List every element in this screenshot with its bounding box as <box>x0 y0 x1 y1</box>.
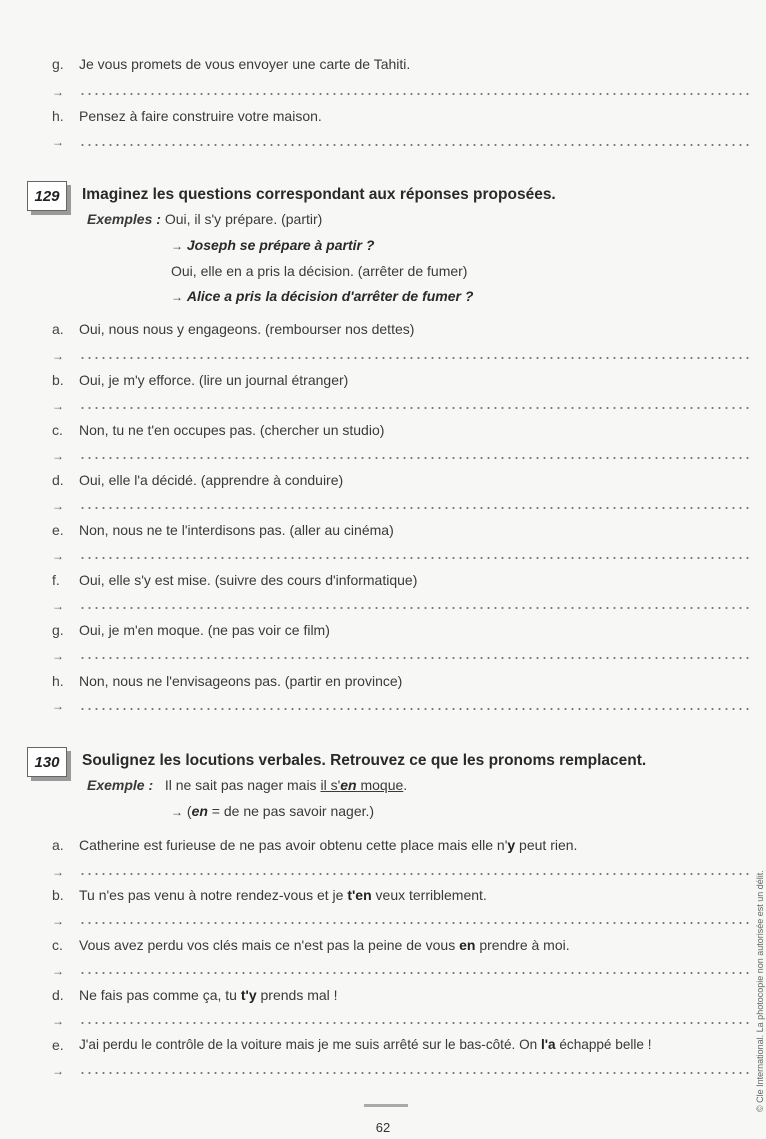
arrow-icon: → <box>52 914 64 928</box>
item-letter: c. <box>52 937 63 953</box>
item-letter: g. <box>52 622 64 638</box>
example-answer <box>171 803 374 819</box>
example-text-2: Oui, elle en a pris la décision. (arrêter de fumer) <box>171 263 468 279</box>
underlined-part: moque <box>356 777 404 793</box>
arrow-icon: → <box>52 699 64 713</box>
item-text-after: échappé belle ! <box>555 1037 652 1052</box>
item-text-after: veux terriblement. <box>371 887 487 903</box>
exercise-number-badge: 130 <box>27 747 67 777</box>
example-text: Il ne sait pas nager mais <box>164 777 321 793</box>
arrow-icon: → <box>52 865 64 879</box>
item-text: Oui, nous nous y engageons. (rembourser nos dettes) <box>79 321 415 337</box>
item-letter: d. <box>52 472 64 488</box>
example-line-1 <box>87 211 322 227</box>
item-pronoun: t'y <box>240 987 257 1003</box>
underlined-part: il s' <box>320 777 341 793</box>
answer-rest: = de ne pas savoir nager.) <box>207 803 375 819</box>
arrow-icon: → <box>52 599 64 613</box>
arrow-icon: → <box>52 135 64 149</box>
answer-line[interactable] <box>79 143 749 147</box>
item-text-before: J'ai perdu le contrôle de la voiture mais je me suis arrêté sur le bas-côté. On <box>79 1037 541 1052</box>
item-letter-g-top: g. <box>52 56 64 72</box>
item-letter: e. <box>52 1037 64 1053</box>
answer-line[interactable] <box>79 506 749 510</box>
item-text-before: Ne fais pas comme ça, tu <box>79 987 241 1003</box>
underlined-pronoun: en <box>340 777 357 793</box>
example-line <box>87 777 407 793</box>
example-label: Exemple : <box>87 777 154 793</box>
item-letter: a. <box>52 837 64 853</box>
arrow-icon: → <box>52 499 64 513</box>
exercise-title: Imaginez les questions correspondant aux réponses proposées. <box>82 186 556 203</box>
item-text <box>79 887 487 903</box>
arrow-icon: → <box>52 649 64 663</box>
page-number: 62 <box>375 1120 391 1135</box>
answer-line[interactable] <box>79 656 749 660</box>
item-text-g-top: Je vous promets de vous envoyer une carte de Tahiti. <box>79 56 411 72</box>
exercise-title: Soulignez les locutions verbales. Retrouvez ce que les pronoms remplacent. <box>82 752 647 769</box>
answer-line[interactable] <box>79 406 749 410</box>
item-text-after: peut rien. <box>515 837 578 853</box>
item-letter: b. <box>52 887 64 903</box>
example-answer-text: Joseph se prépare à partir ? <box>186 237 375 253</box>
arrow-icon: → <box>52 964 64 978</box>
item-pronoun: t'en <box>347 887 372 903</box>
answer-line[interactable] <box>79 356 749 360</box>
item-letter: e. <box>52 522 64 538</box>
arrow-icon: → <box>52 549 64 563</box>
item-pronoun: l'a <box>540 1037 556 1052</box>
example-answer-1 <box>171 237 374 253</box>
item-text <box>79 987 338 1003</box>
item-text: Non, tu ne t'en occupes pas. (chercher un studio) <box>79 422 385 438</box>
arrow-icon: → <box>171 239 183 253</box>
example-underlined-locution <box>320 777 403 793</box>
answer-line[interactable] <box>79 606 749 610</box>
arrow-icon: → <box>52 1064 64 1078</box>
item-text-before: Catherine est furieuse de ne pas avoir obtenu cette place mais elle n' <box>79 837 508 853</box>
arrow-icon: → <box>52 85 64 99</box>
arrow-icon: → <box>171 805 183 819</box>
item-pronoun: y <box>507 837 516 853</box>
item-letter: h. <box>52 673 64 689</box>
answer-line[interactable] <box>79 1071 749 1075</box>
item-text: Oui, je m'en moque. (ne pas voir ce film) <box>79 622 330 638</box>
item-text <box>79 1037 652 1052</box>
item-letter: b. <box>52 372 64 388</box>
answer-line[interactable] <box>79 92 749 96</box>
item-letter: c. <box>52 422 63 438</box>
arrow-icon: → <box>52 1014 64 1028</box>
arrow-icon: → <box>171 290 183 304</box>
example-label: Exemples : <box>87 211 161 227</box>
item-text <box>79 937 570 953</box>
answer-line[interactable] <box>79 971 749 975</box>
item-text-before: Tu n'es pas venu à notre rendez-vous et je <box>79 887 348 903</box>
item-letter: a. <box>52 321 64 337</box>
item-text: Oui, elle s'y est mise. (suivre des cours d'informatique) <box>79 572 418 588</box>
arrow-icon: → <box>52 449 64 463</box>
item-text-before: Vous avez perdu vos clés mais ce n'est pas la peine de vous <box>79 937 460 953</box>
item-letter-h-top: h. <box>52 108 64 124</box>
item-text: Non, nous ne l'envisageons pas. (partir en province) <box>79 673 403 689</box>
item-text-h-top: Pensez à faire construire votre maison. <box>79 108 322 124</box>
example-answer-2 <box>171 288 473 304</box>
answer-line[interactable] <box>79 1021 749 1025</box>
answer-line[interactable] <box>79 456 749 460</box>
arrow-icon: → <box>52 399 64 413</box>
item-letter: d. <box>52 987 64 1003</box>
answer-line[interactable] <box>79 707 749 711</box>
answer-line[interactable] <box>79 556 749 560</box>
answer-line[interactable] <box>79 872 749 876</box>
item-text: Non, nous ne te l'interdisons pas. (aller au cinéma) <box>79 522 394 538</box>
item-text-after: prends mal ! <box>256 987 338 1003</box>
example-text-end: . <box>403 777 408 793</box>
item-text: Oui, elle l'a décidé. (apprendre à conduire) <box>79 472 344 488</box>
answer-pronoun: en <box>191 803 208 819</box>
example-text: Oui, il s'y prépare. (partir) <box>164 211 323 227</box>
example-answer-text: Alice a pris la décision d'arrêter de fumer ? <box>186 288 474 304</box>
arrow-icon: → <box>52 349 64 363</box>
exercise-number-badge: 129 <box>27 181 67 211</box>
item-text-after: prendre à moi. <box>475 937 570 953</box>
copyright-note: © Cle International. La photocopie non autorisée est un délit. <box>755 870 765 1112</box>
item-text: Oui, je m'y efforce. (lire un journal étranger) <box>79 372 349 388</box>
answer-open: ( <box>186 803 192 819</box>
item-text <box>79 837 577 853</box>
item-pronoun: en <box>459 937 476 953</box>
item-letter: f. <box>52 572 60 588</box>
answer-line[interactable] <box>79 921 749 925</box>
page-divider <box>364 1104 408 1107</box>
